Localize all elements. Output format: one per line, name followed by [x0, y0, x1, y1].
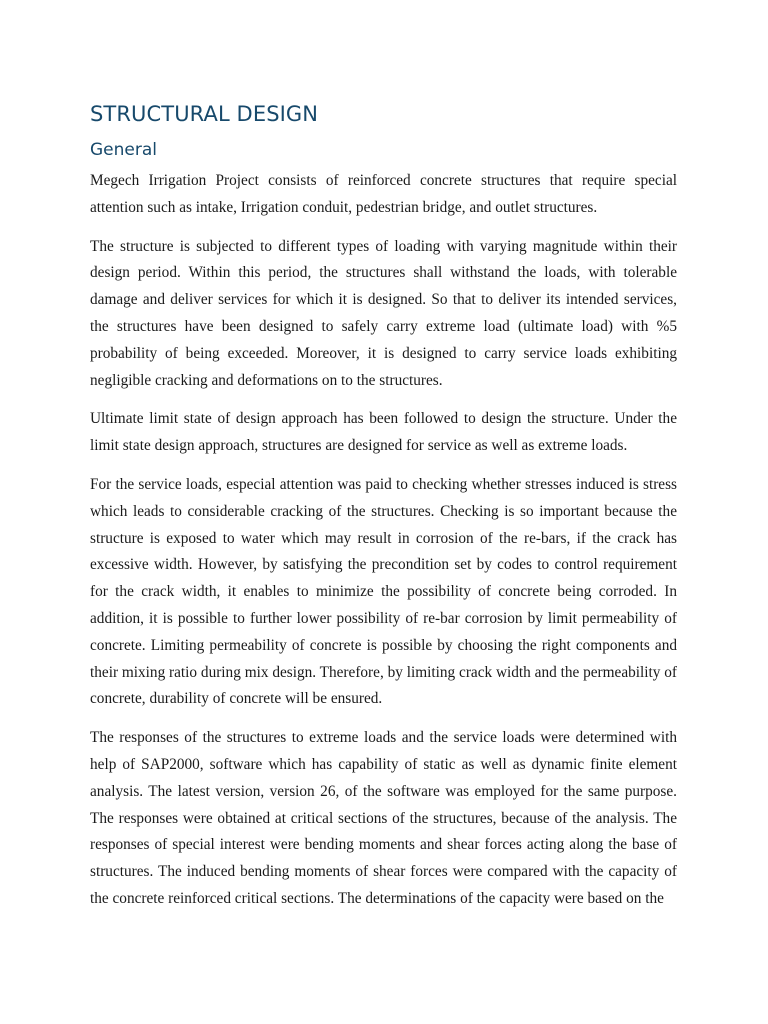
paragraph-5: The responses of the structures to extreme loads and the service loads were determined with help of SAP2000, software which has capability of static as well as dynamic finite element analysis. The latest version, version 26, of the software was employed for the same purpose. The responses were obtained at critical sections of the structures, because of the analysis. The responses of special interest were bending moments and shear forces acting along the base of structures. The induced bending moments of shear forces were compared with the capacity of the concrete reinforced critical sections. The determinations of the capacity were based on the [90, 729, 677, 907]
subsection-heading: General [90, 140, 157, 160]
paragraph-2: The structure is subjected to different types of loading with varying magnitude within their design period. Within this period, the structures shall withstand the loads, with tolerable damage and deliver services for which it is designed. So that to deliver its intended services, the structures have been designed to safely carry extreme load (ultimate load) with %5 probability of being exceeded. Moreover, it is designed to carry service loads exhibiting negligible cracking and deformations on to the structures. [90, 237, 677, 389]
paragraph-3: Ultimate limit state of design approach has been followed to design the structure. Under the limit state design approach, structures are designed for service as well as extreme loads. [90, 410, 677, 455]
paragraph-1: Megech Irrigation Project consists of reinforced concrete structures that require special attention such as intake, Irrigation conduit, pedestrian bridge, and outlet structures. [90, 172, 677, 216]
document-body [90, 100, 677, 925]
paragraph-4: For the service loads, especial attention was paid to checking whether stresses induced is stress which leads to considerable cracking of the structures. Checking is so important because the structure is exposed to water which may result in corrosion of the re-bars, if the crack has excessive width. However, by satisfying the precondition set by codes to control requirement for the crack width, it enables to minimize the possibility of concrete being corroded. In addition, it is possible to further lower possibility of re-bar corrosion by limit permeability of concrete. Limiting permeability of concrete is possible by choosing the right components and their mixing ratio during mix design. Therefore, by limiting crack width and the permeability of concrete, durability of concrete will be ensured. [90, 475, 677, 708]
section-heading: STRUCTURAL DESIGN [90, 102, 319, 126]
